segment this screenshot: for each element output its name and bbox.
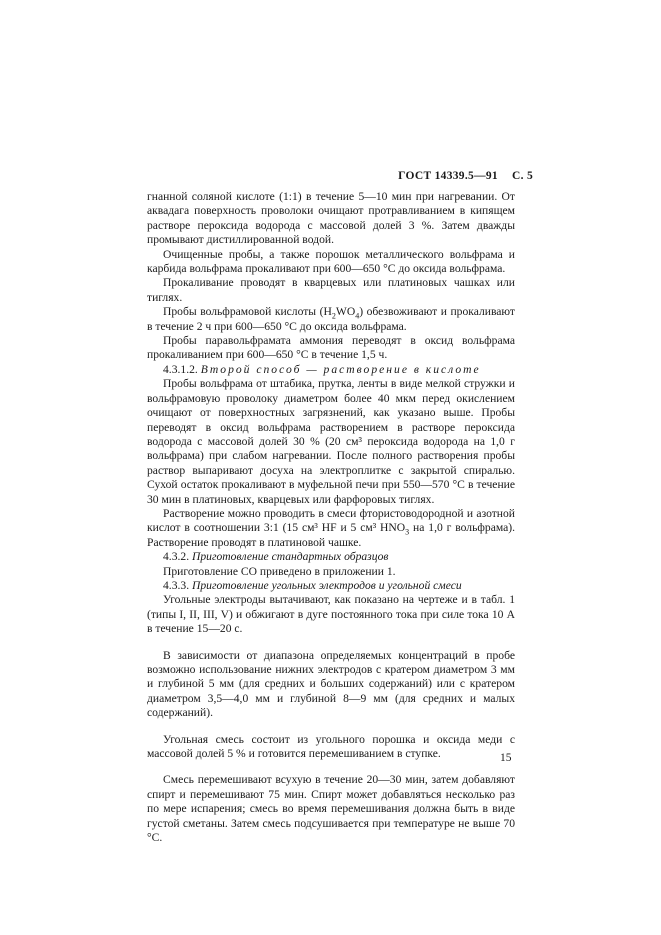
- text-run: Растворение можно проводить в смеси фтористоводородной и азотной кислот в соотношении 3:1 (15 см³ HF и 5 см³ HNO: [147, 506, 515, 535]
- page-number: 15: [500, 752, 512, 764]
- text-run: на 1,0 г вольфрама). Растворение проводят в платиновой чашке.: [147, 521, 515, 549]
- standard-number: ГОСТ 14339.5—91: [398, 170, 498, 182]
- section-number: 4.3.1.2.: [163, 362, 198, 376]
- section-title: Приготовление угольных электродов и угольной смеси: [192, 578, 462, 592]
- paragraph: Пробы паравольфрамата аммония переводят в оксид вольфрама прокаливанием при 600—650 °С в течение 1,5 ч.: [147, 334, 515, 362]
- paragraph: В зависимости от диапазона определяемых концентраций в пробе возможно использование нижних электродов с кратером диаметром 3 мм и глубиной 5 мм (для средних и больших содержаний) или с кратером диаметром 3,5—4,0 мм и глубиной 8—9 мм (для средних и малых содержаний).: [147, 648, 515, 720]
- subscript: 2: [331, 311, 336, 321]
- section-heading: [147, 550, 515, 564]
- section-heading: [147, 579, 515, 593]
- subscript: 4: [355, 311, 360, 321]
- section-number: 4.3.2.: [163, 550, 190, 564]
- text-run: ) обезвоживают и прокаливают в течение 2 ч при 600—650 °С до оксида вольфрама.: [147, 305, 515, 333]
- paragraph: [147, 305, 515, 334]
- paragraph: гнанной соляной кислоте (1:1) в течение 5—10 мин при нагревании. От аквадага поверхность проволоки очищают протравливанием в кипящем растворе пероксида водорода с массовой долей 3 %. Затем дважды промывают дистиллированной водой.: [147, 190, 515, 247]
- paragraph: Прокаливание проводят в кварцевых или платиновых чашках или тиглях.: [147, 276, 515, 304]
- section-number: 4.3.3.: [163, 578, 190, 592]
- paragraph: Угольная смесь состоит из угольного порошка и оксида меди с массовой долей 5 % и готовится перемешиванием в ступке.: [147, 732, 515, 761]
- section-title: Приготовление стандартных образцов: [192, 550, 389, 564]
- paragraph: Смесь перемешивают всухую в течение 20—30 мин, затем добавляют спирт и перемешивают 75 мин. Спирт может добавляться несколько раз по мере испарения; смесь во время перемешивания должна быть в виде густой сметаны. Затем смесь подсушивается при температуре не выше 70 °С.: [147, 773, 515, 845]
- paragraph: Очищенные пробы, а также порошок металлического вольфрама и карбида вольфрама прокаливают при 600—650 °С до оксида вольфрама.: [147, 247, 515, 276]
- subscript: 3: [405, 527, 410, 537]
- document-body: [147, 190, 515, 845]
- section-title: Второй способ — растворение в кислоте: [200, 362, 481, 376]
- paragraph: Пробы вольфрама от штабика, прутка, ленты в виде мелкой стружки и вольфрамовую проволоку диаметром более 40 мкм перед окислением очищают от поверхностных загрязнений, как указано выше. Пробы переводят в оксид вольфрама растворением в растворе пероксида водорода с массовой долей 30 % (20 см³ пероксида водорода на 1,0 г вольфрама) при слабом нагревании. После полного растворения пробы раствор выпаривают досуха на электроплитке с закрытой спиралью. Сухой остаток прокаливают в муфельной печи при 550—570 °С в течение 30 мин в платиновых, кварцевых или фарфоровых тиглях.: [147, 377, 515, 506]
- paragraph: Приготовление СО приведено в приложении 1.: [163, 564, 396, 578]
- text-run: WO: [335, 305, 356, 319]
- paragraph: Угольные электроды вытачивают, как показано на чертеже и в табл. 1 (типы I, II, III, V) и обжигают в дуге постоянного тока при силе тока 10 А в течение 15—20 с.: [147, 593, 515, 636]
- section-heading: [147, 363, 515, 377]
- page-header: [398, 170, 533, 182]
- page-label: С. 5: [511, 170, 533, 182]
- paragraph: [147, 507, 515, 550]
- text-run: Пробы вольфрамовой кислоты (H: [163, 305, 332, 319]
